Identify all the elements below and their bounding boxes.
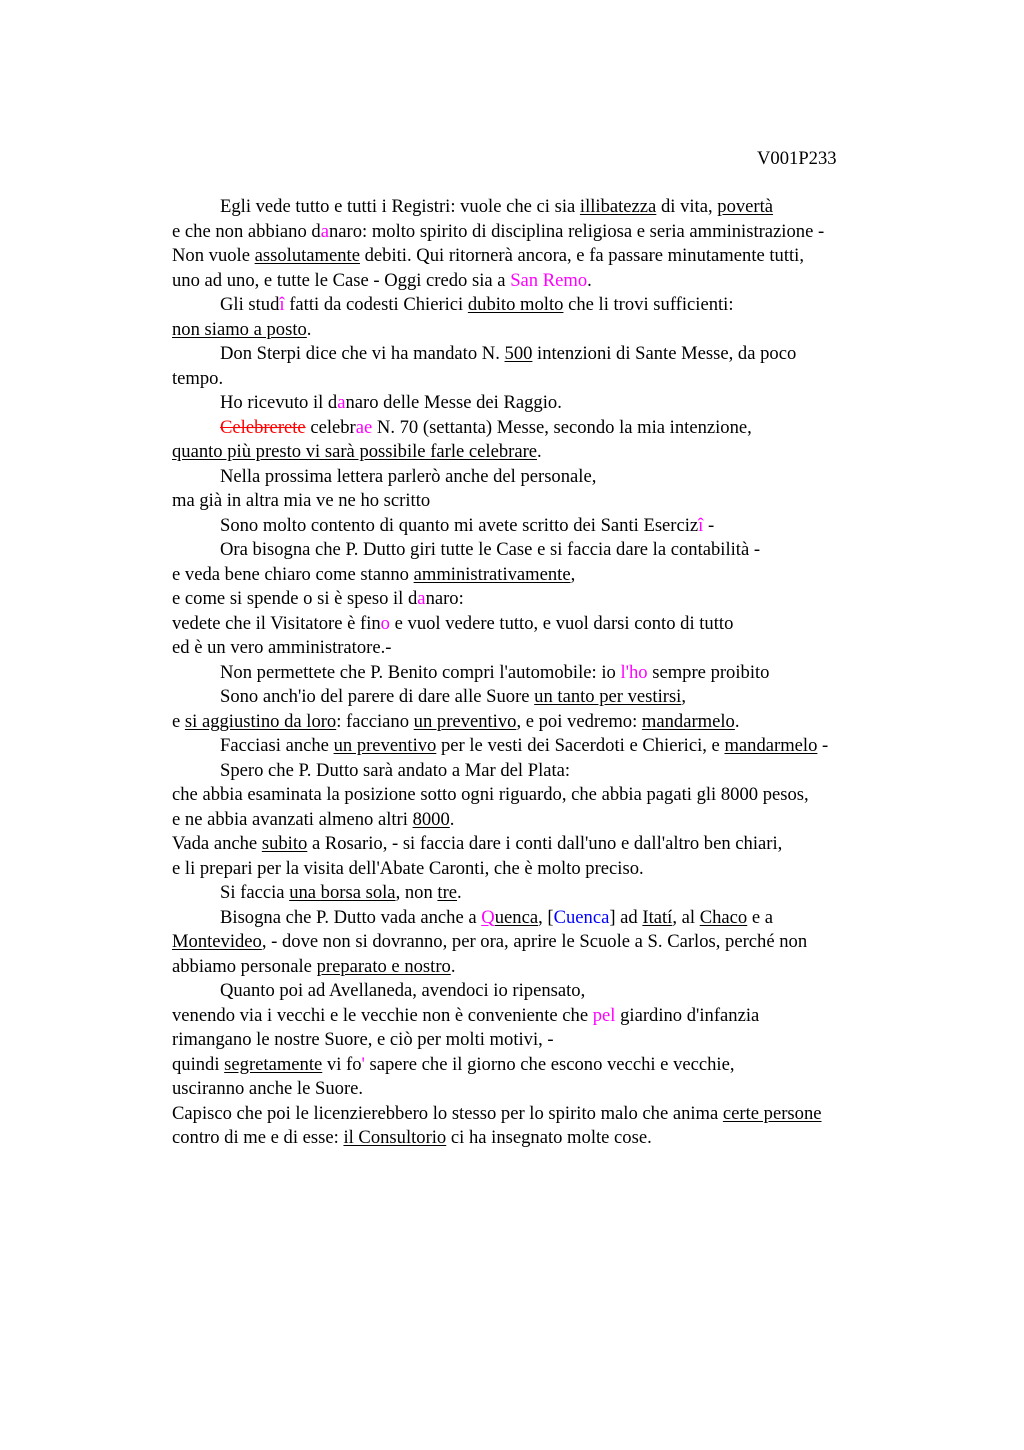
text-segment: Nella prossima lettera parlerò anche del personale,: [220, 465, 597, 487]
text-segment: e vuol vedere tutto, e vuol darsi conto di tutto: [389, 612, 734, 634]
text-line: [172, 367, 902, 392]
text-line: [172, 832, 902, 857]
text-segment: .: [449, 808, 455, 830]
text-segment: ed è un vero amministratore.-: [172, 637, 392, 658]
text-line: [172, 1102, 902, 1127]
underlined-text: dubito molto: [467, 294, 564, 315]
page-identifier: V001P233: [757, 148, 837, 169]
text-line: [172, 538, 902, 563]
text-line: [172, 269, 902, 294]
text-segment: ,: [570, 563, 576, 585]
text-line: [172, 489, 902, 514]
magenta-correction: pel: [592, 1004, 616, 1026]
text-segment: -: [703, 514, 715, 536]
text-segment: e come si spende o si è speso il d: [172, 588, 418, 609]
text-segment: e li prepari per la visita dell'Abate Caronti, che è molto preciso.: [172, 857, 644, 879]
underlined-text: si aggiustino da loro: [184, 710, 337, 732]
text-line: [172, 685, 902, 710]
underlined-text: assolutamente: [254, 245, 360, 266]
magenta-correction: San Remo: [510, 269, 588, 291]
text-line: [172, 391, 902, 416]
text-segment: fatti da codesti Chierici: [284, 294, 468, 315]
text-segment: Egli vede tutto e tutti i Registri: vuole che ci sia: [220, 196, 580, 217]
text-segment: vi fo: [322, 1053, 362, 1075]
text-line: [172, 416, 902, 441]
text-line: [172, 808, 902, 833]
text-line: [172, 930, 902, 955]
text-line: [172, 1028, 902, 1053]
text-segment: .: [537, 441, 542, 462]
text-segment: .: [450, 955, 456, 977]
text-segment: che li trovi sufficienti:: [563, 294, 734, 315]
text-segment: venendo via i vecchi e le vecchie non è conveniente che: [172, 1004, 593, 1026]
text-segment: per le vesti dei Sacerdoti e Chierici, e: [436, 735, 725, 756]
text-line: [172, 857, 902, 882]
text-segment: ci ha insegnato molte cose.: [446, 1127, 652, 1148]
text-segment: sempre proibito: [647, 661, 770, 683]
text-segment: naro:: [425, 588, 464, 609]
text-segment: e veda bene chiaro come stanno: [172, 563, 414, 585]
underlined-text: un preventivo: [413, 710, 517, 732]
underlined-text: subito: [261, 833, 308, 854]
strikethrough-text: Celebrerete: [220, 416, 306, 438]
text-line: [172, 1053, 902, 1078]
text-segment: ma già in altra mia ve ne ho scritto: [172, 490, 431, 511]
underlined-text: segretamente: [224, 1053, 323, 1075]
text-line: [172, 244, 902, 269]
text-segment: quindi: [172, 1053, 225, 1075]
text-segment: , al: [672, 906, 700, 928]
text-segment: .: [457, 882, 462, 903]
text-segment: vedete che il Visitatore è fin: [172, 612, 381, 634]
text-line: [172, 979, 902, 1004]
text-segment: usciranno anche le Suore.: [172, 1078, 364, 1099]
text-segment: Bisogna che P. Dutto vada anche a: [220, 906, 482, 928]
text-segment: debiti. Qui ritornerà ancora, e fa passare minutamente tutti,: [359, 245, 805, 266]
magenta-correction: l'ho: [620, 661, 648, 683]
text-segment: naro: molto spirito di disciplina religiosa e seria amministrazione -: [328, 220, 825, 242]
text-line: [172, 1004, 902, 1029]
text-segment: , [: [538, 906, 554, 928]
text-line: [172, 710, 902, 735]
underlined-text: povertà: [717, 196, 774, 217]
underlined-text: il Consultorio: [343, 1127, 447, 1148]
magenta-correction: î: [279, 294, 285, 315]
underlined-text: mandarmelo: [724, 735, 818, 756]
text-segment: .: [587, 269, 592, 291]
underlined-text: illibatezza: [579, 196, 657, 217]
text-segment: Facciasi anche: [220, 735, 334, 756]
underlined-text: amministrativamente: [413, 563, 571, 585]
text-segment: rimangano le nostre Suore, e ciò per molti motivi, -: [172, 1029, 554, 1050]
underlined-text: quanto più presto vi sarà possibile farle celebrare: [172, 441, 538, 462]
text-line: [172, 465, 902, 490]
text-segment: Gli stud: [220, 294, 280, 315]
magenta-correction: Q: [481, 906, 495, 928]
text-segment: Quanto poi ad Avellaneda, avendoci io ripensato,: [220, 980, 586, 1001]
text-line: [172, 734, 902, 759]
text-segment: tempo.: [172, 367, 224, 389]
text-line: [172, 759, 902, 784]
text-line: [172, 906, 902, 931]
text-line: [172, 881, 902, 906]
text-segment: Ora bisogna che P. Dutto giri tutte le Case e si faccia dare la contabilità -: [220, 539, 761, 560]
text-segment: di vita,: [656, 196, 718, 217]
text-segment: : facciano: [336, 710, 414, 732]
magenta-correction: a: [337, 392, 346, 413]
blue-annotation: Cuenca: [553, 906, 610, 928]
text-line: [172, 1126, 902, 1151]
magenta-correction: a: [320, 220, 329, 242]
text-segment: Non permettete che P. Benito compri l'automobile: io: [220, 661, 621, 683]
text-segment: Ho ricevuto il d: [220, 392, 338, 413]
text-segment: uno ad uno, e tutte le Case - Oggi credo sia a: [172, 269, 511, 291]
magenta-correction: ae: [355, 416, 373, 438]
text-line: [172, 636, 902, 661]
text-segment: sapere che il giorno che escono vecchi e vecchie,: [364, 1053, 735, 1075]
underlined-text: tre: [437, 882, 458, 903]
text-segment: e che non abbiano d: [172, 220, 321, 242]
text-segment: contro di me e di esse:: [172, 1127, 344, 1148]
text-line: [172, 440, 902, 465]
text-segment: .: [734, 710, 740, 732]
text-segment: giardino d'infanzia: [615, 1004, 760, 1026]
text-segment: N. 70 (settanta) Messe, secondo la mia intenzione,: [372, 416, 752, 438]
magenta-correction: î: [698, 514, 704, 536]
text-segment: che abbia esaminata la posizione sotto ogni riguardo, che abbia pagati gli 8000 pesos,: [172, 784, 809, 805]
text-line: [172, 318, 902, 343]
underlined-text: 500: [504, 343, 533, 364]
text-line: [172, 661, 902, 686]
underlined-text: Itatí: [642, 906, 673, 928]
text-line: [172, 195, 902, 220]
underlined-text: Chaco: [699, 906, 748, 928]
text-line: [172, 293, 902, 318]
text-segment: , - dove non si dovranno, per ora, aprire le Scuole a S. Carlos, perché non: [261, 931, 808, 952]
text-segment: Capisco che poi le licenzierebbero lo stesso per lo spirito malo che anima: [172, 1102, 723, 1124]
magenta-correction: o: [380, 612, 390, 634]
underlined-text: certe persone: [722, 1102, 822, 1124]
text-segment: celebr: [305, 416, 356, 438]
underlined-text: un preventivo: [333, 735, 437, 756]
text-segment: ,: [681, 686, 686, 707]
text-segment: Sono molto contento di quanto mi avete scritto dei Santi Eserciz: [220, 514, 699, 536]
text-segment: a Rosario, - si faccia dare i conti dall'uno e dall'altro ben chiari,: [307, 833, 783, 854]
text-segment: , non: [395, 882, 438, 903]
text-line: [172, 612, 902, 637]
text-segment: Spero che P. Dutto sarà andato a Mar del Plata:: [220, 759, 571, 781]
text-segment: e: [172, 710, 185, 732]
text-segment: Non vuole: [172, 245, 255, 266]
magenta-correction: a: [417, 588, 426, 609]
text-line: [172, 342, 902, 367]
text-line: [172, 563, 902, 588]
text-segment: abbiamo personale: [172, 955, 317, 977]
text-line: [172, 220, 902, 245]
text-segment: Vada anche: [172, 833, 262, 854]
text-line: [172, 587, 902, 612]
text-segment: naro delle Messe dei Raggio.: [345, 392, 562, 413]
underlined-text: un tanto per vestirsi: [534, 686, 682, 707]
text-segment: e ne abbia avanzati almeno altri: [172, 808, 413, 830]
text-segment: Si faccia: [220, 882, 290, 903]
underlined-text: preparato e nostro: [316, 955, 451, 977]
text-line: [172, 514, 902, 539]
text-segment: , e poi vedremo:: [516, 710, 642, 732]
text-segment: -: [817, 735, 829, 756]
text-segment: ] ad: [609, 906, 643, 928]
text-line: [172, 1077, 902, 1102]
underlined-text: uenca: [494, 906, 539, 928]
text-line: [172, 955, 902, 980]
text-line: [172, 783, 902, 808]
underlined-text: 8000: [412, 808, 450, 830]
text-segment: .: [306, 318, 312, 340]
text-segment: intenzioni di Sante Messe, da poco: [532, 343, 797, 364]
text-segment: Don Sterpi dice che vi ha mandato N.: [220, 343, 505, 364]
letter-body: [172, 195, 902, 1151]
underlined-text: non siamo a posto: [172, 318, 307, 340]
magenta-correction: ': [361, 1053, 365, 1075]
underlined-text: una borsa sola: [289, 882, 396, 903]
underlined-text: mandarmelo: [641, 710, 735, 732]
text-segment: e a: [747, 906, 774, 928]
text-segment: Sono anch'io del parere di dare alle Suore: [220, 686, 535, 707]
underlined-text: Montevideo: [172, 931, 262, 952]
